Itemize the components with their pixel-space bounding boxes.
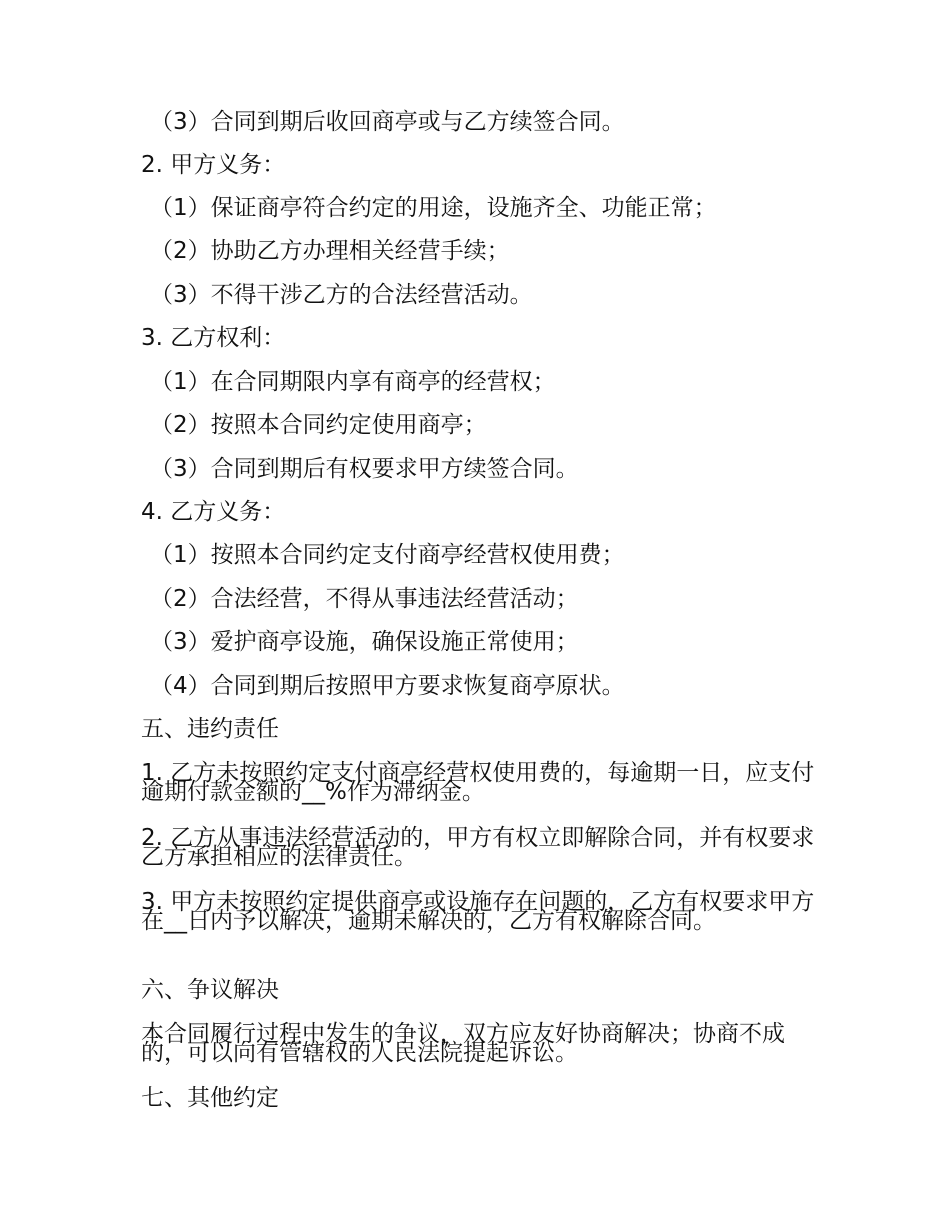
section-title-dispute: 六、争议解决 bbox=[141, 977, 279, 1003]
clause-line: （3）不得干涉乙方的合法经营活动。 bbox=[150, 282, 533, 308]
clause-line: （3）合同到期后收回商亭或与乙方续签合同。 bbox=[150, 109, 625, 135]
clause-line: （1）保证商亭符合约定的用途，设施齐全、功能正常； bbox=[150, 195, 717, 221]
clause-line: （2）协助乙方办理相关经营手续； bbox=[150, 238, 510, 264]
clause-line: （3）合同到期后有权要求甲方续签合同。 bbox=[150, 456, 579, 482]
clause-heading: 2. 甲方义务： bbox=[141, 152, 286, 178]
dispute-paragraph: 本合同履行过程中发生的争议，双方应友好协商解决；协商不成的，可以向有管辖权的人民法院提起诉讼。 bbox=[141, 1021, 785, 1066]
clause-heading: 3. 乙方权利： bbox=[141, 325, 286, 351]
clause-line: （3）爱护商亭设施，确保设施正常使用； bbox=[150, 629, 579, 655]
clause-line: （1）在合同期限内享有商亭的经营权； bbox=[150, 369, 556, 395]
breach-paragraph-3: 3. 甲方未按照约定提供商亭或设施存在问题的，乙方有权要求甲方在__日内予以解决，逾期未解决的，乙方有权解除合同。 bbox=[141, 889, 815, 934]
breach-paragraph-2: 2. 乙方从事违法经营活动的，甲方有权立即解除合同，并有权要求乙方承担相应的法律责任。 bbox=[141, 825, 815, 870]
clause-heading: 4. 乙方义务： bbox=[141, 499, 286, 525]
clause-line: （2）按照本合同约定使用商亭； bbox=[150, 412, 487, 438]
clause-line: （4）合同到期后按照甲方要求恢复商亭原状。 bbox=[150, 673, 625, 699]
breach-paragraph-1: 1. 乙方未按照约定支付商亭经营权使用费的，每逾期一日，应支付逾期付款金额的__%作为滞纳金。 bbox=[141, 760, 815, 805]
section-title-breach: 五、违约责任 bbox=[141, 716, 279, 742]
clause-line: （2）合法经营，不得从事违法经营活动； bbox=[150, 586, 579, 612]
clause-line: （1）按照本合同约定支付商亭经营权使用费； bbox=[150, 542, 625, 568]
section-title-other: 七、其他约定 bbox=[141, 1085, 279, 1111]
